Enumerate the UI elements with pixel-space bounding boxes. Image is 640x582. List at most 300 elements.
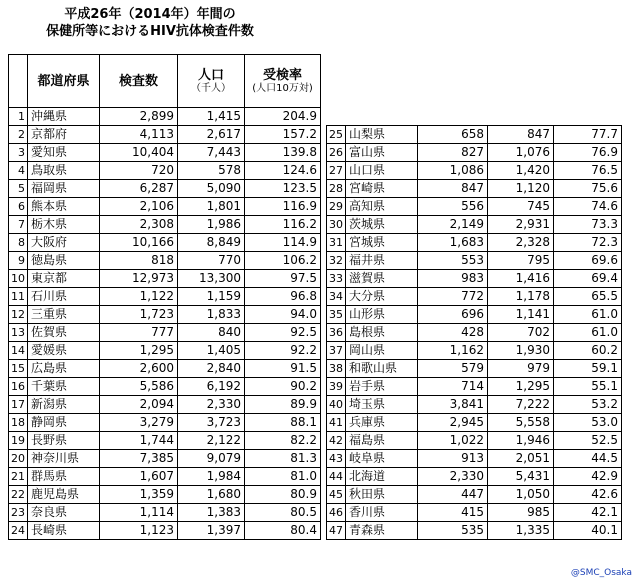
population-cell: 7,222 bbox=[488, 396, 554, 414]
population-cell: 985 bbox=[488, 504, 554, 522]
rank-cell: 9 bbox=[9, 252, 28, 270]
table-row bbox=[9, 324, 321, 342]
rank-cell: 35 bbox=[327, 306, 346, 324]
rate-cell: 75.6 bbox=[554, 180, 622, 198]
population-cell: 8,849 bbox=[178, 234, 245, 252]
table-row bbox=[327, 234, 622, 252]
table-row bbox=[327, 504, 622, 522]
rate-cell: 74.6 bbox=[554, 198, 622, 216]
table-row bbox=[9, 252, 321, 270]
rank-cell: 30 bbox=[327, 216, 346, 234]
rank-cell: 12 bbox=[9, 306, 28, 324]
table-row bbox=[327, 450, 622, 468]
prefecture-cell: 富山県 bbox=[346, 144, 418, 162]
rate-cell: 60.2 bbox=[554, 342, 622, 360]
rank-cell: 6 bbox=[9, 198, 28, 216]
header-population-sub: （千人） bbox=[191, 82, 231, 94]
table-row bbox=[9, 396, 321, 414]
header-rate-sub: (人口10万対) bbox=[252, 82, 313, 94]
rank-cell: 33 bbox=[327, 270, 346, 288]
rank-cell: 21 bbox=[9, 468, 28, 486]
prefecture-cell: 静岡県 bbox=[28, 414, 100, 432]
table-row bbox=[9, 504, 321, 522]
prefecture-cell: 高知県 bbox=[346, 198, 418, 216]
tests-cell: 428 bbox=[418, 324, 488, 342]
prefecture-cell: 岐阜県 bbox=[346, 450, 418, 468]
table-row bbox=[9, 306, 321, 324]
rank-cell: 16 bbox=[9, 378, 28, 396]
rank-cell: 7 bbox=[9, 216, 28, 234]
tests-cell: 983 bbox=[418, 270, 488, 288]
tests-cell: 1,114 bbox=[100, 504, 178, 522]
rate-cell: 42.6 bbox=[554, 486, 622, 504]
header-rate bbox=[245, 55, 321, 108]
rank-cell: 39 bbox=[327, 378, 346, 396]
population-cell: 847 bbox=[488, 126, 554, 144]
tests-cell: 2,600 bbox=[100, 360, 178, 378]
population-cell: 1,420 bbox=[488, 162, 554, 180]
rate-cell: 106.2 bbox=[245, 252, 321, 270]
rate-cell: 59.1 bbox=[554, 360, 622, 378]
rank-cell: 27 bbox=[327, 162, 346, 180]
prefecture-cell: 大分県 bbox=[346, 288, 418, 306]
prefecture-cell: 石川県 bbox=[28, 288, 100, 306]
rate-cell: 114.9 bbox=[245, 234, 321, 252]
rank-cell: 4 bbox=[9, 162, 28, 180]
table-row bbox=[327, 324, 622, 342]
rate-cell: 94.0 bbox=[245, 306, 321, 324]
rate-cell: 53.2 bbox=[554, 396, 622, 414]
table-row bbox=[9, 162, 321, 180]
rate-cell: 72.3 bbox=[554, 234, 622, 252]
population-cell: 5,558 bbox=[488, 414, 554, 432]
prefecture-cell: 愛知県 bbox=[28, 144, 100, 162]
rate-cell: 97.5 bbox=[245, 270, 321, 288]
tests-cell: 2,899 bbox=[100, 108, 178, 126]
rate-cell: 157.2 bbox=[245, 126, 321, 144]
prefecture-cell: 滋賀県 bbox=[346, 270, 418, 288]
population-cell: 3,723 bbox=[178, 414, 245, 432]
rate-cell: 90.2 bbox=[245, 378, 321, 396]
population-cell: 795 bbox=[488, 252, 554, 270]
table-row bbox=[327, 378, 622, 396]
rate-cell: 116.2 bbox=[245, 216, 321, 234]
rate-cell: 69.4 bbox=[554, 270, 622, 288]
table-row bbox=[9, 378, 321, 396]
prefecture-cell: 沖縄県 bbox=[28, 108, 100, 126]
rate-cell: 42.1 bbox=[554, 504, 622, 522]
rank-cell: 45 bbox=[327, 486, 346, 504]
prefecture-cell: 山形県 bbox=[346, 306, 418, 324]
prefecture-cell: 宮崎県 bbox=[346, 180, 418, 198]
prefecture-cell: 岡山県 bbox=[346, 342, 418, 360]
ranking-table-left bbox=[8, 54, 321, 540]
prefecture-cell: 茨城県 bbox=[346, 216, 418, 234]
population-cell: 1,833 bbox=[178, 306, 245, 324]
table-row bbox=[327, 180, 622, 198]
rank-cell: 43 bbox=[327, 450, 346, 468]
prefecture-cell: 群馬県 bbox=[28, 468, 100, 486]
rank-cell: 5 bbox=[9, 180, 28, 198]
rank-cell: 19 bbox=[9, 432, 28, 450]
rank-cell: 18 bbox=[9, 414, 28, 432]
tests-cell: 2,094 bbox=[100, 396, 178, 414]
table-row bbox=[9, 234, 321, 252]
tests-cell: 556 bbox=[418, 198, 488, 216]
rank-cell: 29 bbox=[327, 198, 346, 216]
rank-cell: 31 bbox=[327, 234, 346, 252]
table-row bbox=[9, 288, 321, 306]
page-title bbox=[0, 6, 300, 40]
prefecture-cell: 秋田県 bbox=[346, 486, 418, 504]
population-cell: 1,159 bbox=[178, 288, 245, 306]
tests-cell: 3,279 bbox=[100, 414, 178, 432]
prefecture-cell: 香川県 bbox=[346, 504, 418, 522]
table-row bbox=[9, 486, 321, 504]
population-cell: 1,120 bbox=[488, 180, 554, 198]
prefecture-cell: 大阪府 bbox=[28, 234, 100, 252]
rank-cell: 17 bbox=[9, 396, 28, 414]
population-cell: 1,141 bbox=[488, 306, 554, 324]
tests-cell: 1,162 bbox=[418, 342, 488, 360]
rank-cell: 46 bbox=[327, 504, 346, 522]
prefecture-cell: 島根県 bbox=[346, 324, 418, 342]
header-population-main: 人口 bbox=[197, 67, 224, 83]
table-row bbox=[9, 360, 321, 378]
tests-cell: 6,287 bbox=[100, 180, 178, 198]
table-row bbox=[327, 486, 622, 504]
rank-cell: 38 bbox=[327, 360, 346, 378]
prefecture-cell: 東京都 bbox=[28, 270, 100, 288]
prefecture-cell: 福井県 bbox=[346, 252, 418, 270]
table-row bbox=[327, 144, 622, 162]
tests-cell: 2,149 bbox=[418, 216, 488, 234]
tests-cell: 1,086 bbox=[418, 162, 488, 180]
tests-cell: 10,404 bbox=[100, 144, 178, 162]
tests-cell: 1,359 bbox=[100, 486, 178, 504]
prefecture-cell: 和歌山県 bbox=[346, 360, 418, 378]
rate-cell: 91.5 bbox=[245, 360, 321, 378]
population-cell: 1,397 bbox=[178, 522, 245, 540]
rank-cell: 41 bbox=[327, 414, 346, 432]
rank-cell: 34 bbox=[327, 288, 346, 306]
tests-cell: 714 bbox=[418, 378, 488, 396]
population-cell: 1,680 bbox=[178, 486, 245, 504]
rank-cell: 2 bbox=[9, 126, 28, 144]
rate-cell: 96.8 bbox=[245, 288, 321, 306]
rank-cell: 11 bbox=[9, 288, 28, 306]
table-header-row bbox=[9, 55, 321, 108]
prefecture-cell: 長野県 bbox=[28, 432, 100, 450]
population-cell: 2,122 bbox=[178, 432, 245, 450]
rank-cell: 42 bbox=[327, 432, 346, 450]
tests-cell: 1,723 bbox=[100, 306, 178, 324]
tests-cell: 5,586 bbox=[100, 378, 178, 396]
rank-cell: 1 bbox=[9, 108, 28, 126]
rate-cell: 89.9 bbox=[245, 396, 321, 414]
rate-cell: 53.0 bbox=[554, 414, 622, 432]
population-cell: 13,300 bbox=[178, 270, 245, 288]
population-cell: 1,383 bbox=[178, 504, 245, 522]
ranking-table-right-body bbox=[327, 126, 622, 540]
credit-label: @SMC_Osaka bbox=[570, 568, 632, 578]
prefecture-cell: 福岡県 bbox=[28, 180, 100, 198]
prefecture-cell: 熊本県 bbox=[28, 198, 100, 216]
rate-cell: 80.5 bbox=[245, 504, 321, 522]
rank-cell: 13 bbox=[9, 324, 28, 342]
table-row bbox=[9, 414, 321, 432]
rate-cell: 76.5 bbox=[554, 162, 622, 180]
rate-cell: 123.5 bbox=[245, 180, 321, 198]
table-row bbox=[327, 396, 622, 414]
prefecture-cell: 奈良県 bbox=[28, 504, 100, 522]
tests-cell: 2,330 bbox=[418, 468, 488, 486]
rate-cell: 82.2 bbox=[245, 432, 321, 450]
rank-cell: 8 bbox=[9, 234, 28, 252]
tests-cell: 818 bbox=[100, 252, 178, 270]
rank-cell: 10 bbox=[9, 270, 28, 288]
table-row bbox=[9, 432, 321, 450]
population-cell: 702 bbox=[488, 324, 554, 342]
population-cell: 7,443 bbox=[178, 144, 245, 162]
tests-cell: 1,744 bbox=[100, 432, 178, 450]
tests-cell: 3,841 bbox=[418, 396, 488, 414]
prefecture-cell: 鹿児島県 bbox=[28, 486, 100, 504]
prefecture-cell: 広島県 bbox=[28, 360, 100, 378]
header-rate-main: 受検率 bbox=[262, 67, 302, 83]
rank-cell: 25 bbox=[327, 126, 346, 144]
tests-cell: 2,945 bbox=[418, 414, 488, 432]
prefecture-cell: 埼玉県 bbox=[346, 396, 418, 414]
rate-cell: 77.7 bbox=[554, 126, 622, 144]
rank-cell: 32 bbox=[327, 252, 346, 270]
rank-cell: 20 bbox=[9, 450, 28, 468]
rank-cell: 28 bbox=[327, 180, 346, 198]
tests-cell: 579 bbox=[418, 360, 488, 378]
tests-cell: 847 bbox=[418, 180, 488, 198]
header-rank bbox=[9, 55, 28, 108]
rate-cell: 55.1 bbox=[554, 378, 622, 396]
header-prefecture: 都道府県 bbox=[28, 55, 100, 108]
tests-cell: 2,106 bbox=[100, 198, 178, 216]
population-cell: 770 bbox=[178, 252, 245, 270]
rank-cell: 14 bbox=[9, 342, 28, 360]
rank-cell: 15 bbox=[9, 360, 28, 378]
table-row bbox=[9, 180, 321, 198]
tests-cell: 913 bbox=[418, 450, 488, 468]
tests-cell: 447 bbox=[418, 486, 488, 504]
population-cell: 1,986 bbox=[178, 216, 245, 234]
rank-cell: 23 bbox=[9, 504, 28, 522]
table-row bbox=[327, 270, 622, 288]
prefecture-cell: 栃木県 bbox=[28, 216, 100, 234]
table-row bbox=[327, 360, 622, 378]
rate-cell: 116.9 bbox=[245, 198, 321, 216]
population-cell: 1,415 bbox=[178, 108, 245, 126]
population-cell: 1,984 bbox=[178, 468, 245, 486]
prefecture-cell: 徳島県 bbox=[28, 252, 100, 270]
table-row bbox=[9, 216, 321, 234]
prefecture-cell: 新潟県 bbox=[28, 396, 100, 414]
prefecture-cell: 山梨県 bbox=[346, 126, 418, 144]
population-cell: 2,051 bbox=[488, 450, 554, 468]
header-population bbox=[178, 55, 245, 108]
rate-cell: 44.5 bbox=[554, 450, 622, 468]
prefecture-cell: 佐賀県 bbox=[28, 324, 100, 342]
tests-cell: 1,607 bbox=[100, 468, 178, 486]
tests-cell: 1,683 bbox=[418, 234, 488, 252]
prefecture-cell: 愛媛県 bbox=[28, 342, 100, 360]
table-row bbox=[327, 216, 622, 234]
population-cell: 1,416 bbox=[488, 270, 554, 288]
table-row bbox=[9, 144, 321, 162]
population-cell: 1,946 bbox=[488, 432, 554, 450]
rate-cell: 139.8 bbox=[245, 144, 321, 162]
rank-cell: 44 bbox=[327, 468, 346, 486]
rate-cell: 65.5 bbox=[554, 288, 622, 306]
population-cell: 2,617 bbox=[178, 126, 245, 144]
population-cell: 2,931 bbox=[488, 216, 554, 234]
population-cell: 1,930 bbox=[488, 342, 554, 360]
prefecture-cell: 京都府 bbox=[28, 126, 100, 144]
prefecture-cell: 兵庫県 bbox=[346, 414, 418, 432]
tests-cell: 772 bbox=[418, 288, 488, 306]
prefecture-cell: 青森県 bbox=[346, 522, 418, 540]
rank-cell: 36 bbox=[327, 324, 346, 342]
rate-cell: 40.1 bbox=[554, 522, 622, 540]
table-row bbox=[327, 414, 622, 432]
population-cell: 1,405 bbox=[178, 342, 245, 360]
prefecture-cell: 宮城県 bbox=[346, 234, 418, 252]
population-cell: 1,076 bbox=[488, 144, 554, 162]
tests-cell: 10,166 bbox=[100, 234, 178, 252]
tests-cell: 2,308 bbox=[100, 216, 178, 234]
rank-cell: 22 bbox=[9, 486, 28, 504]
rank-cell: 24 bbox=[9, 522, 28, 540]
tests-cell: 1,122 bbox=[100, 288, 178, 306]
prefecture-cell: 福島県 bbox=[346, 432, 418, 450]
table-row bbox=[9, 108, 321, 126]
rate-cell: 52.5 bbox=[554, 432, 622, 450]
rate-cell: 124.6 bbox=[245, 162, 321, 180]
prefecture-cell: 長崎県 bbox=[28, 522, 100, 540]
ranking-table-right bbox=[326, 125, 622, 540]
prefecture-cell: 岩手県 bbox=[346, 378, 418, 396]
population-cell: 5,090 bbox=[178, 180, 245, 198]
table-row bbox=[327, 126, 622, 144]
prefecture-cell: 千葉県 bbox=[28, 378, 100, 396]
table-row bbox=[9, 126, 321, 144]
rate-cell: 81.3 bbox=[245, 450, 321, 468]
rate-cell: 61.0 bbox=[554, 306, 622, 324]
tests-cell: 720 bbox=[100, 162, 178, 180]
population-cell: 1,178 bbox=[488, 288, 554, 306]
tests-cell: 4,113 bbox=[100, 126, 178, 144]
population-cell: 745 bbox=[488, 198, 554, 216]
population-cell: 840 bbox=[178, 324, 245, 342]
table-row bbox=[327, 468, 622, 486]
tests-cell: 415 bbox=[418, 504, 488, 522]
rate-cell: 92.5 bbox=[245, 324, 321, 342]
rate-cell: 204.9 bbox=[245, 108, 321, 126]
rate-cell: 81.0 bbox=[245, 468, 321, 486]
rate-cell: 42.9 bbox=[554, 468, 622, 486]
population-cell: 1,335 bbox=[488, 522, 554, 540]
population-cell: 6,192 bbox=[178, 378, 245, 396]
table-row bbox=[327, 306, 622, 324]
rank-cell: 3 bbox=[9, 144, 28, 162]
rank-cell: 26 bbox=[327, 144, 346, 162]
prefecture-cell: 鳥取県 bbox=[28, 162, 100, 180]
rate-cell: 69.6 bbox=[554, 252, 622, 270]
tests-cell: 7,385 bbox=[100, 450, 178, 468]
rate-cell: 88.1 bbox=[245, 414, 321, 432]
table-row bbox=[327, 162, 622, 180]
table-row bbox=[9, 450, 321, 468]
tests-cell: 827 bbox=[418, 144, 488, 162]
population-cell: 2,330 bbox=[178, 396, 245, 414]
tests-cell: 553 bbox=[418, 252, 488, 270]
title-line-1: 平成26年（2014年）年間の bbox=[64, 7, 236, 22]
population-cell: 9,079 bbox=[178, 450, 245, 468]
table-row bbox=[9, 198, 321, 216]
rank-cell: 37 bbox=[327, 342, 346, 360]
prefecture-cell: 神奈川県 bbox=[28, 450, 100, 468]
tests-cell: 12,973 bbox=[100, 270, 178, 288]
table-row bbox=[327, 198, 622, 216]
population-cell: 1,050 bbox=[488, 486, 554, 504]
table-row bbox=[327, 342, 622, 360]
tests-cell: 1,022 bbox=[418, 432, 488, 450]
table-row bbox=[9, 468, 321, 486]
table-row bbox=[9, 522, 321, 540]
rate-cell: 61.0 bbox=[554, 324, 622, 342]
title-line-2: 保健所等におけるHIV抗体検査件数 bbox=[46, 24, 254, 39]
table-row bbox=[327, 432, 622, 450]
prefecture-cell: 山口県 bbox=[346, 162, 418, 180]
ranking-table-left-body bbox=[9, 108, 321, 540]
tests-cell: 535 bbox=[418, 522, 488, 540]
prefecture-cell: 北海道 bbox=[346, 468, 418, 486]
rank-cell: 40 bbox=[327, 396, 346, 414]
rank-cell: 47 bbox=[327, 522, 346, 540]
population-cell: 1,801 bbox=[178, 198, 245, 216]
header-tests: 検査数 bbox=[100, 55, 178, 108]
rate-cell: 80.4 bbox=[245, 522, 321, 540]
population-cell: 979 bbox=[488, 360, 554, 378]
table-row bbox=[327, 522, 622, 540]
rate-cell: 76.9 bbox=[554, 144, 622, 162]
tests-cell: 1,295 bbox=[100, 342, 178, 360]
tests-cell: 777 bbox=[100, 324, 178, 342]
table-row bbox=[327, 288, 622, 306]
population-cell: 2,840 bbox=[178, 360, 245, 378]
tests-cell: 696 bbox=[418, 306, 488, 324]
population-cell: 2,328 bbox=[488, 234, 554, 252]
population-cell: 5,431 bbox=[488, 468, 554, 486]
table-row bbox=[9, 342, 321, 360]
tests-cell: 658 bbox=[418, 126, 488, 144]
rate-cell: 80.9 bbox=[245, 486, 321, 504]
table-row bbox=[9, 270, 321, 288]
population-cell: 1,295 bbox=[488, 378, 554, 396]
prefecture-cell: 三重県 bbox=[28, 306, 100, 324]
population-cell: 578 bbox=[178, 162, 245, 180]
rate-cell: 73.3 bbox=[554, 216, 622, 234]
tests-cell: 1,123 bbox=[100, 522, 178, 540]
table-row bbox=[327, 252, 622, 270]
rate-cell: 92.2 bbox=[245, 342, 321, 360]
